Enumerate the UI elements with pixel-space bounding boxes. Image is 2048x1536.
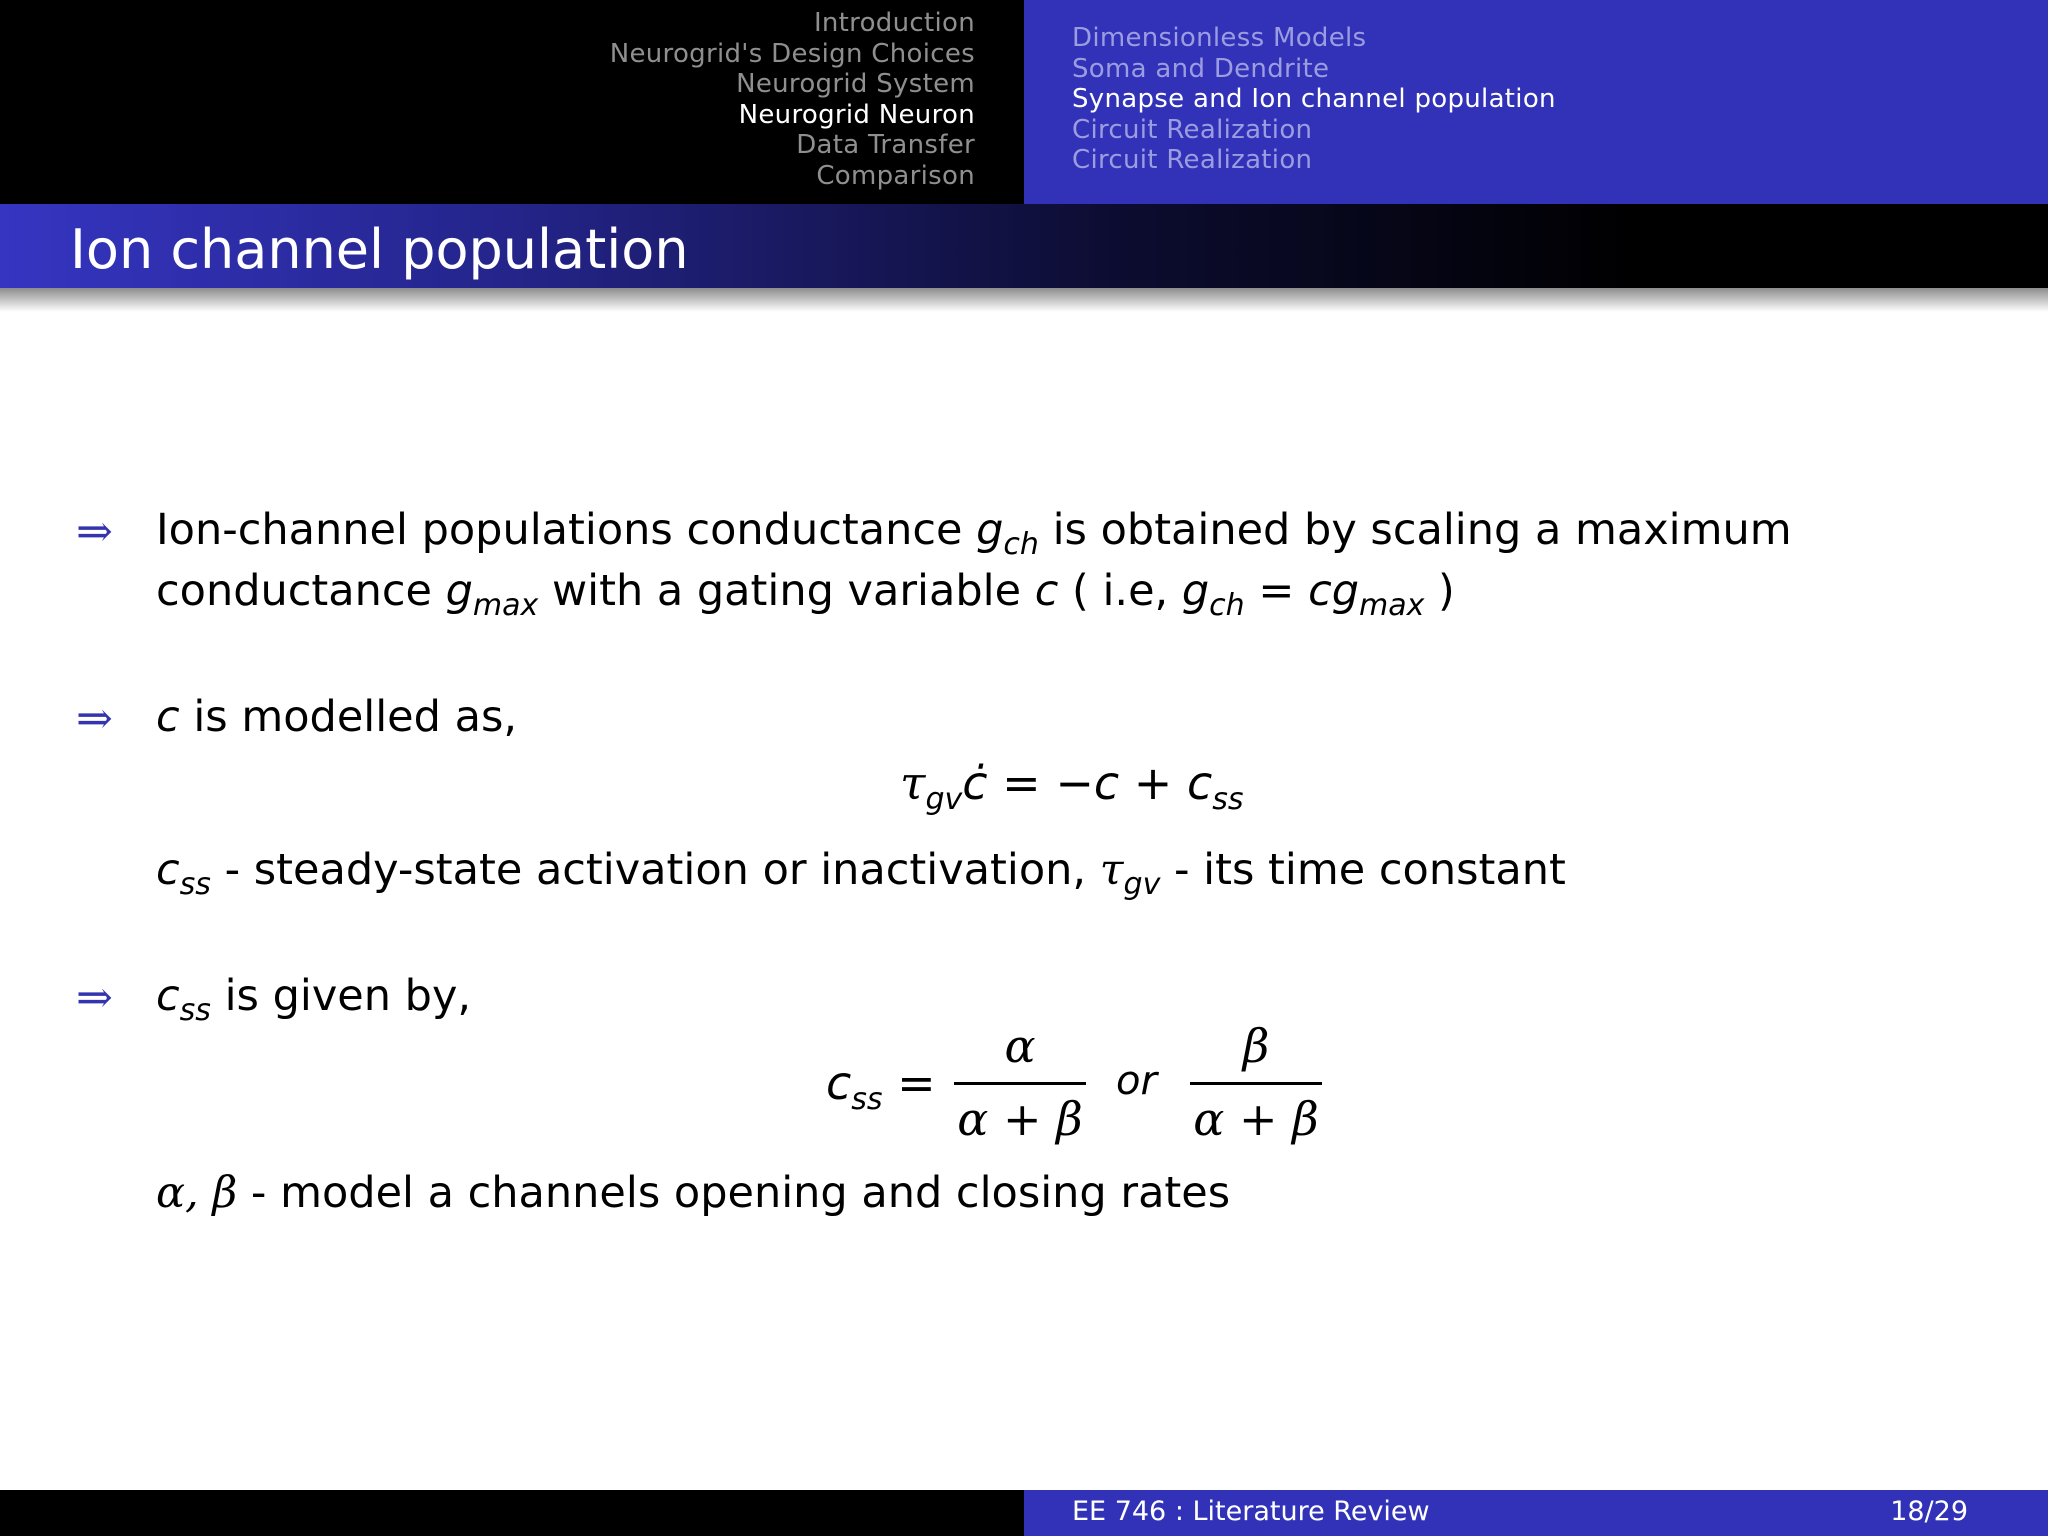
nav-section-comparison[interactable]: Comparison — [816, 160, 975, 191]
c-dot: ċ — [962, 756, 988, 810]
sub-ss: ss — [179, 993, 211, 1028]
subsection-list — [1072, 23, 1556, 176]
sub-ss: ss — [179, 867, 211, 902]
var-cg: cg — [1308, 566, 1359, 616]
text: ( i.e, — [1058, 566, 1182, 616]
bullet-arrow-icon: ⇒ — [76, 506, 113, 557]
var-c: c — [156, 692, 180, 742]
section-list — [610, 8, 975, 191]
footer-bar — [0, 1490, 2048, 1536]
nav-subsection-circuit-realization-1[interactable]: Circuit Realization — [1072, 114, 1313, 145]
page-number: 18/29 — [1890, 1496, 1968, 1527]
text: - model a channels opening and closing rates — [237, 1168, 1231, 1218]
text: is given by, — [210, 971, 472, 1021]
var-c: c — [156, 845, 180, 895]
subsection-navigation-panel — [1024, 0, 2048, 204]
paragraph-1-line-2 — [156, 566, 1455, 623]
footer-right-panel — [1024, 1490, 2048, 1536]
sub-ch: ch — [1209, 588, 1245, 623]
nav-section-neurogrid-system[interactable]: Neurogrid System — [736, 69, 975, 99]
navigation-header — [0, 0, 2048, 204]
var-c: c — [1034, 566, 1059, 616]
bullet-arrow-icon: ⇒ — [76, 693, 113, 744]
nav-subsection-circuit-realization-2[interactable]: Circuit Realization — [1072, 145, 1313, 175]
var-g: g — [445, 566, 473, 616]
text: with a gating variable — [538, 566, 1035, 616]
footer-left-panel — [0, 1490, 1024, 1536]
sub-ss: ss — [851, 1082, 883, 1117]
nav-subsection-synapse-ion-channel[interactable]: Synapse and Ion channel population — [1072, 84, 1556, 114]
title-shadow — [0, 288, 2048, 312]
fraction-denominator: α + β — [1193, 1092, 1319, 1146]
paragraph-3-lead — [156, 971, 471, 1028]
var-g: g — [976, 505, 1004, 555]
gating-ode-equation — [900, 756, 1244, 817]
sub-max: max — [472, 588, 539, 623]
paragraph-3-description — [156, 1168, 1230, 1218]
or-word: or — [1116, 1058, 1157, 1104]
var-g: g — [1181, 566, 1210, 616]
alpha-beta-symbols: α, β — [156, 1168, 238, 1218]
equals: = — [1244, 566, 1309, 616]
nav-section-design-choices[interactable]: Neurogrid's Design Choices — [609, 38, 975, 69]
sub-gv: gv — [1123, 867, 1161, 902]
tau-symbol: τ — [1099, 845, 1124, 895]
frame-title: Ion channel population — [70, 218, 689, 281]
nav-section-neurogrid-neuron[interactable]: Neurogrid Neuron — [738, 99, 975, 130]
equals-minus: = − — [987, 756, 1094, 810]
css-equation-lhs — [826, 1056, 936, 1117]
sub-ch: ch — [1003, 527, 1039, 562]
paragraph-2-lead — [156, 692, 517, 742]
var-c: c — [1093, 756, 1120, 810]
fraction-bar — [1190, 1082, 1322, 1085]
var-c: c — [826, 1056, 852, 1110]
nav-subsection-dimensionless-models[interactable]: Dimensionless Models — [1072, 23, 1367, 53]
text: is modelled as, — [179, 692, 518, 742]
bullet-arrow-icon: ⇒ — [76, 972, 113, 1023]
section-navigation-panel — [0, 0, 1024, 204]
nav-section-introduction[interactable]: Introduction — [813, 8, 975, 38]
var-c: c — [156, 971, 180, 1021]
text: Ion-channel populations conductance — [156, 505, 977, 555]
text: is obtained by scaling a maximum — [1038, 505, 1792, 555]
sub-gv: gv — [925, 782, 963, 817]
paragraph-2-description — [156, 845, 1566, 902]
fraction-beta — [1190, 1016, 1322, 1149]
fraction-alpha — [954, 1016, 1086, 1149]
footer-title: EE 746 : Literature Review — [1072, 1496, 1430, 1527]
paragraph-1-line-1 — [156, 505, 1792, 562]
var-c: c — [1186, 756, 1213, 810]
text: - its time constant — [1160, 845, 1566, 895]
fraction-numerator: α — [1004, 1019, 1036, 1073]
equals: = — [882, 1056, 936, 1110]
sub-ss: ss — [1212, 782, 1244, 817]
tau-symbol: τ — [900, 756, 926, 810]
fraction-numerator: β — [1242, 1019, 1270, 1073]
nav-subsection-soma-dendrite[interactable]: Soma and Dendrite — [1072, 53, 1330, 84]
frame-title-bar — [0, 204, 2048, 288]
sub-max: max — [1359, 588, 1425, 623]
text: - steady-state activation or inactivation, — [210, 845, 1100, 895]
text: ) — [1424, 566, 1455, 616]
fraction-denominator: α + β — [957, 1092, 1083, 1146]
nav-section-data-transfer[interactable]: Data Transfer — [796, 130, 975, 160]
plus: + — [1119, 756, 1187, 810]
text: conductance — [156, 566, 446, 616]
fraction-bar — [954, 1082, 1086, 1085]
